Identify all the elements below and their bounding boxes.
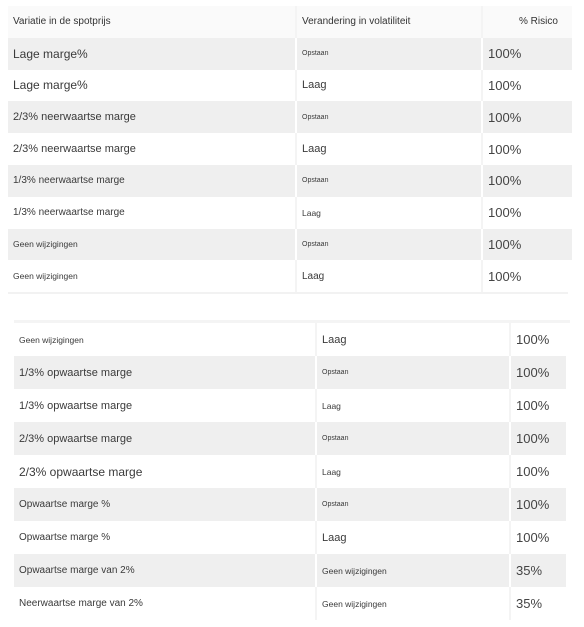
volatility-cell: Opstaan: [296, 229, 482, 261]
table-row: [8, 70, 572, 102]
table-row: [8, 38, 572, 70]
volatility-cell: Geen wijzigingen: [316, 554, 510, 587]
spot-variation-cell: Lage marge%: [8, 70, 296, 102]
volatility-cell: Opstaan: [316, 356, 510, 389]
risk-cell: 35%: [510, 554, 566, 587]
table-row: [14, 422, 566, 455]
risk-cell: 100%: [510, 323, 566, 356]
risk-cell: 100%: [510, 521, 566, 554]
risk-cell: 100%: [482, 38, 572, 70]
volatility-cell: Laag: [316, 389, 510, 422]
volatility-cell: Opstaan: [296, 165, 482, 197]
volatility-cell: Laag: [296, 133, 482, 165]
table-divider: [8, 292, 568, 294]
volatility-cell: Opstaan: [296, 38, 482, 70]
spot-variation-cell: 1/3% opwaartse marge: [14, 356, 316, 389]
table-row: [8, 260, 572, 292]
table-row: [14, 488, 566, 521]
risk-cell: 100%: [482, 165, 572, 197]
table-header-row: [8, 6, 572, 38]
volatility-cell: Laag: [296, 197, 482, 229]
spot-variation-cell: Geen wijzigingen: [8, 229, 296, 261]
risk-cell: 100%: [482, 70, 572, 102]
header-volatility-change: Verandering in volatiliteit: [296, 6, 482, 38]
table-row: [14, 356, 566, 389]
table-row: [14, 389, 566, 422]
volatility-cell: Opstaan: [316, 422, 510, 455]
spot-variation-cell: Lage marge%: [8, 38, 296, 70]
table-row: [8, 133, 572, 165]
table-row: [8, 229, 572, 261]
volatility-cell: Laag: [316, 455, 510, 488]
risk-table-bottom: [14, 323, 566, 620]
risk-cell: 100%: [510, 356, 566, 389]
header-risk-percent: % Risico: [482, 6, 572, 38]
table-row: [14, 587, 566, 620]
volatility-cell: Opstaan: [296, 101, 482, 133]
risk-cell: 100%: [482, 133, 572, 165]
spot-variation-cell: Opwaartse marge %: [14, 521, 316, 554]
risk-cell: 100%: [510, 455, 566, 488]
volatility-cell: Laag: [296, 260, 482, 292]
risk-cell: 100%: [482, 101, 572, 133]
spot-variation-cell: Opwaartse marge van 2%: [14, 554, 316, 587]
table-row: [8, 165, 572, 197]
spot-variation-cell: 1/3% neerwaartse marge: [8, 165, 296, 197]
volatility-cell: Laag: [316, 323, 510, 356]
spot-variation-cell: Opwaartse marge %: [14, 488, 316, 521]
spot-variation-cell: Geen wijzigingen: [8, 260, 296, 292]
spot-variation-cell: Geen wijzigingen: [14, 323, 316, 356]
spot-variation-cell: 2/3% neerwaartse marge: [8, 101, 296, 133]
spot-variation-cell: 2/3% opwaartse marge: [14, 455, 316, 488]
risk-cell: 100%: [510, 389, 566, 422]
risk-cell: 100%: [510, 488, 566, 521]
table-row: [14, 554, 566, 587]
table-row: [14, 455, 566, 488]
risk-table-top: [8, 6, 572, 292]
spot-variation-cell: 1/3% neerwaartse marge: [8, 197, 296, 229]
risk-cell: 100%: [482, 197, 572, 229]
risk-cell: 100%: [510, 422, 566, 455]
spot-variation-cell: 2/3% neerwaartse marge: [8, 133, 296, 165]
volatility-cell: Laag: [296, 70, 482, 102]
spot-variation-cell: 1/3% opwaartse marge: [14, 389, 316, 422]
spot-variation-cell: 2/3% opwaartse marge: [14, 422, 316, 455]
risk-cell: 100%: [482, 260, 572, 292]
risk-cell: 35%: [510, 587, 566, 620]
header-spot-price-variation: Variatie in de spotprijs: [8, 6, 296, 38]
table-row: [8, 197, 572, 229]
table-row: [8, 101, 572, 133]
risk-cell: 100%: [482, 229, 572, 261]
table-row: [14, 521, 566, 554]
volatility-cell: Laag: [316, 521, 510, 554]
volatility-cell: Geen wijzigingen: [316, 587, 510, 620]
spot-variation-cell: Neerwaartse marge van 2%: [14, 587, 316, 620]
table-row: [14, 323, 566, 356]
volatility-cell: Opstaan: [316, 488, 510, 521]
